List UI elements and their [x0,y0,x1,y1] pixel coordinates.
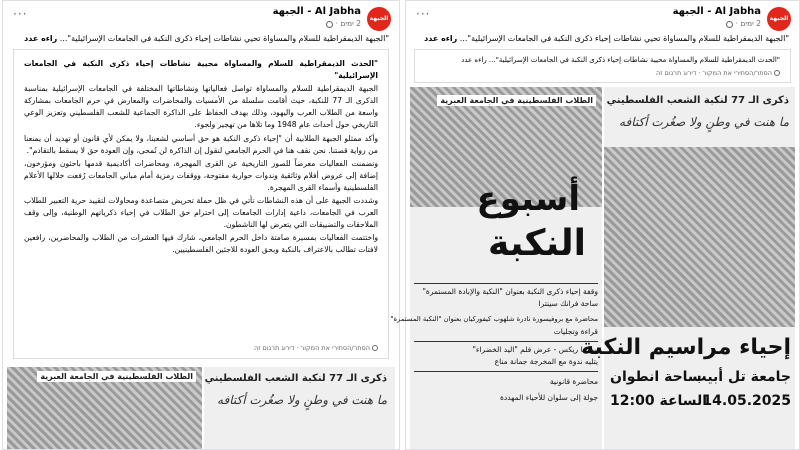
globe-icon [774,70,780,76]
nakba-word: النكبة [487,223,586,264]
schedule-row: يتليه ندوة مع المخرجة جمانة مناع [494,357,598,366]
week-word: أسبوع [476,179,580,219]
post-headline [416,33,789,45]
headline-text: "الجبهة الديمقراطية للسلام والمساواة تحيي نشاطات إحياء ذكرى النكبة في الجامعات الإسرائيلية"... [57,34,389,43]
page-avatar[interactable]: الجبهة [367,7,391,31]
photo-strip [7,367,395,449]
media-grid [390,87,795,449]
globe-icon [326,21,333,28]
schedule-row: محاضرة قانونية [549,377,598,386]
poster-title: ذكرى الـ 77 لنكبة الشعب الفلسطيني [204,373,387,384]
translation-text[interactable]: הסתר/הסתירי את המקור · דירוג תרגום זה [253,344,370,352]
schedule-row: وقفة إحياء ذكرى النكبة بعنوان "النكبة والإبادة المستمرة" [422,287,598,296]
divider [414,371,598,372]
shared-post-body [24,58,378,258]
schedule-row: جولة إلى سلوان للأحياء المهددة [499,393,598,402]
divider [414,341,598,342]
post-meta: 2 ימים · [324,19,361,28]
banner-text: الطلاب الفلسطينية في الجامعة العبرية [37,371,196,382]
event-time: الساعة 12:00 [610,393,708,409]
schedule-row: قراءة وتجليات [553,327,598,336]
poster-thumbnail[interactable] [204,367,395,449]
globe-icon [726,21,733,28]
post-meta: 2 ימים · [724,19,761,28]
headline-text: "الجبهة الديمقراطية للسلام والمساواة تحيي نشاطات إحياء ذكرى النكبة في الجامعات الإسرائيلية"... [457,34,789,43]
translation-bar[interactable] [656,69,780,77]
post-card-left [2,0,400,450]
shared-post-left[interactable] [13,49,389,359]
see-more-link[interactable]: راءه عدد [24,34,58,43]
paragraph: وأكد ممثلو الجبهة الطلابية أن "إحياء ذكرى النكبة هو حق أساسي لشعبنا، ولا يمكن لأي قانون أو تهديد أن يمنعنا من رواية قصتنا. نحن نقف هنا في الحرم الجامعي لنقول إن الذاكرة لن تُمحى، وإن العودة حق لا يسقط بالتقادم". [24,133,378,155]
post-card-right [390,0,800,450]
poster-slogan: ما هنت في وطنٍ ولا صغُرت أكتافه [217,393,387,407]
poster-title: ذكرى الـ 77 لنكبة الشعب الفلسطيني [606,95,789,106]
paragraph: وتضمنت الفعاليات معرضاً للصور التاريخية عن القرى المهجرة، ومحاضرات أكاديمية قدمها باحثون ومؤرخون، إضافة إلى عروض أفلام وثائقية وندوات حوارية مفتوحة، ووقفات رمزية أمام مباني الجامعات رُفعت خلالها الأعلام الفلسطينية وأسماء القرى المهجرة. [24,158,378,192]
post-time[interactable]: 2 ימים [340,19,361,28]
globe-icon [372,345,378,351]
post-header [406,1,799,31]
more-options-button[interactable]: ··· [416,7,431,21]
banner-text: الطلاب الفلسطينية في الجامعة العبرية [437,95,596,106]
shared-post-right[interactable] [414,49,791,83]
schedule-poster[interactable] [390,87,602,449]
paragraph: الجبهة الديمقراطية للسلام والمساواة تواصل فعالياتها ونشاطاتها المختلفة في الجامعات الإسرائيلية بمناسبة الذكرى الـ 77 للنكبة، حيث أقامت سلسلة من الأمسيات والمحاضرات والمعارض في حرم الجامعات بمشاركة واسعة من الطلاب العرب واليهود، وذلك بهدف الحفاظ على الذاكرة الجماعية للشعب الفلسطيني وتعزيز الوعي التاريخي حول أحداث عام 1948 وما تلاها من تهجير ولجوء. [24,84,378,130]
paragraph: وشددت الجبهة على أن هذه النشاطات تأتي في ظل حملة تحريض متصاعدة ومحاولات لتقييد حرية التعبير للطلاب العرب في الجامعات، داعية إدارات الجامعات إلى احترام حق الطلاب في إحياء ذكرياتهم الوطنية، وإلى وقف الملاحقات والتضييقات التي يتعرض لها الناشطون. [24,196,378,230]
page-name-link[interactable]: Al Jabha - الجبهة [272,6,361,17]
divider [414,283,598,284]
paragraph-lead: "الحدث الديمقراطية للسلام والمساواة محيية نشاطات إحياء ذكرى النكبة في الجامعات الإسرائيلية" [24,59,378,81]
event-venue: جامعة تل أبيب [692,369,791,385]
paragraph: واختتمت الفعاليات بمسيرة صامتة داخل الحرم الجامعي، شارك فيها العشرات من الطلاب والمحاضرين، رافعين لافتات تطالب بالاعتراف بالنكبة وبحق العودة للاجئين الفلسطينيين. [24,233,378,255]
translation-bar[interactable] [254,344,378,352]
page-name-link[interactable]: Al Jabha - الجبهة [672,6,761,17]
event-poster[interactable] [581,87,795,449]
schedule-row: ساحة فرانك سينترا [538,299,598,308]
shared-post-line: "الحدث الديمقراطية للسلام والمساواة محيية نشاطات إحياء ذكرى النكبة في الجامعات الإسرائيلية"... راءه عدد [461,56,780,64]
schedule-row: محاضرة مع بروفيسورة نادرة شلهوب كيفوركيان بعنوان "النكبة المستمرة" [390,315,598,323]
page-avatar[interactable]: الجبهة [767,7,791,31]
more-options-button[interactable]: ··· [13,7,28,21]
poster-slogan: ما هنت في وطنٍ ولا صغُرت أكتافه [619,115,789,129]
post-headline [13,33,389,45]
event-date: 14.05.2025 [702,393,791,409]
poster-photo [604,147,795,327]
event-square: ساحة انطوان [610,369,702,385]
event-title: إحياء مراسيم النكبة [581,335,791,360]
translation-text[interactable]: הסתר/הסתירי את המקור · דירוג תרגום זה [655,69,772,77]
photo-thumbnail[interactable] [7,367,202,449]
schedule-row: سينما ريكس - عرض فلم "اليد الخضراء" [472,345,598,354]
post-header [3,1,399,31]
see-more-link[interactable]: راءه عدد [424,34,458,43]
post-time[interactable]: 2 ימים [740,19,761,28]
